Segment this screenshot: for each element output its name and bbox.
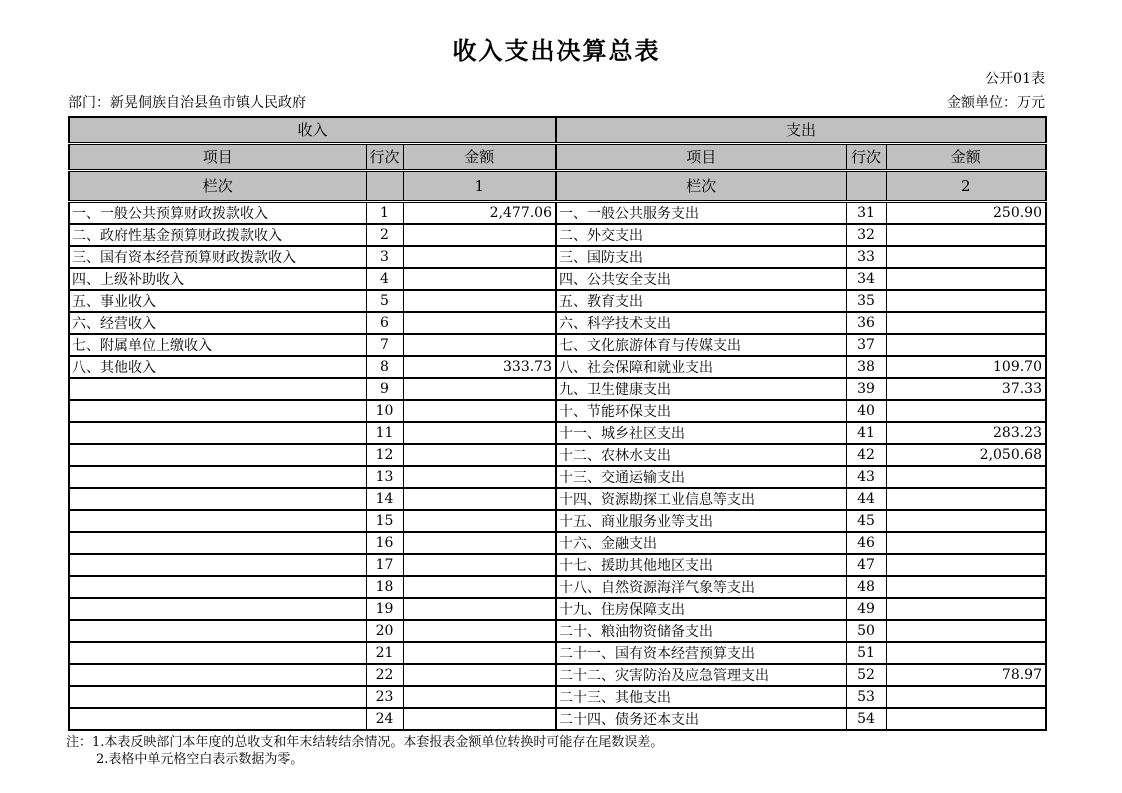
income-item-cell	[69, 400, 366, 422]
expense-item-cell: 三、国防支出	[556, 246, 846, 268]
income-item-cell	[69, 620, 366, 642]
expense-rowno-cell: 52	[846, 664, 886, 686]
expense-rowno-cell: 51	[846, 642, 886, 664]
expense-amount-cell	[886, 400, 1046, 422]
column-index-row	[69, 170, 1046, 201]
expense-item-cell: 十八、自然资源海洋气象等支出	[556, 576, 846, 598]
expense-rowno-cell: 32	[846, 224, 886, 246]
income-amount-cell	[403, 466, 556, 488]
income-rowno-cell: 15	[366, 510, 403, 532]
expense-section-header: 支出	[556, 117, 1046, 143]
expense-item-cell: 二十、粮油物资储备支出	[556, 620, 846, 642]
income-rowno-cell: 22	[366, 664, 403, 686]
table-row	[69, 598, 1046, 620]
income-rowno-cell: 11	[366, 422, 403, 444]
income-amount-cell	[403, 532, 556, 554]
income-amount-cell	[403, 598, 556, 620]
expense-amount-cell	[886, 224, 1046, 246]
department-label: 部门：新晃侗族自治县鱼市镇人民政府	[68, 95, 306, 111]
income-item-cell: 二、政府性基金预算财政拨款收入	[69, 224, 366, 246]
expense-item-cell: 二十四、债务还本支出	[556, 708, 846, 730]
expense-rowno-cell: 45	[846, 510, 886, 532]
expense-rowno-cell: 37	[846, 334, 886, 356]
table-row	[69, 510, 1046, 532]
table-row	[69, 246, 1046, 268]
income-item-cell: 三、国有资本经营预算财政拨款收入	[69, 246, 366, 268]
expense-rowno-cell: 46	[846, 532, 886, 554]
income-item-cell	[69, 488, 366, 510]
note-line-2: 2.表格中单元格空白表示数据为零。	[96, 751, 304, 767]
income-amount-cell: 333.73	[403, 356, 556, 378]
income-amount-cell	[403, 686, 556, 708]
expense-amount-cell	[886, 598, 1046, 620]
expense-rowno-cell: 42	[846, 444, 886, 466]
expense-amount-cell	[886, 686, 1046, 708]
expense-item-cell: 十、节能环保支出	[556, 400, 846, 422]
expense-colindex-label: 栏次	[556, 170, 846, 201]
income-rowno-cell: 21	[366, 642, 403, 664]
meta-row	[68, 93, 1045, 113]
expense-rowno-column-header: 行次	[846, 143, 886, 170]
income-item-cell	[69, 532, 366, 554]
income-rowno-cell: 8	[366, 356, 403, 378]
income-rowno-cell: 20	[366, 620, 403, 642]
income-rowno-cell: 24	[366, 708, 403, 730]
income-item-cell: 六、经营收入	[69, 312, 366, 334]
expense-item-cell: 四、公共安全支出	[556, 268, 846, 290]
expense-rowno-cell: 41	[846, 422, 886, 444]
expense-rowno-cell: 36	[846, 312, 886, 334]
income-rowno-cell: 10	[366, 400, 403, 422]
income-amount-cell	[403, 268, 556, 290]
income-item-cell	[69, 664, 366, 686]
income-item-cell	[69, 642, 366, 664]
expense-rowno-cell: 54	[846, 708, 886, 730]
expense-amount-cell	[886, 620, 1046, 642]
income-amount-cell	[403, 488, 556, 510]
income-rowno-column-header: 行次	[366, 143, 403, 170]
income-amount-cell	[403, 642, 556, 664]
table-code-label: 公开01表	[985, 71, 1045, 87]
expense-item-cell: 六、科学技术支出	[556, 312, 846, 334]
income-amount-cell	[403, 554, 556, 576]
expense-amount-cell	[886, 312, 1046, 334]
income-item-cell	[69, 554, 366, 576]
table-row	[69, 686, 1046, 708]
expense-item-cell: 十六、金融支出	[556, 532, 846, 554]
expense-amount-cell	[886, 708, 1046, 730]
table-row	[69, 466, 1046, 488]
income-item-column-header: 项目	[69, 143, 366, 170]
table-row	[69, 268, 1046, 290]
income-rowno-cell: 17	[366, 554, 403, 576]
expense-rowno-cell: 48	[846, 576, 886, 598]
expense-amount-cell	[886, 532, 1046, 554]
expense-item-cell: 七、文化旅游体育与传媒支出	[556, 334, 846, 356]
income-amount-cell	[403, 400, 556, 422]
income-amount-cell	[403, 312, 556, 334]
income-item-cell	[69, 466, 366, 488]
expense-amount-cell	[886, 576, 1046, 598]
expense-item-cell: 二十一、国有资本经营预算支出	[556, 642, 846, 664]
expense-item-cell: 二十二、灾害防治及应急管理支出	[556, 664, 846, 686]
income-amount-cell	[403, 290, 556, 312]
income-colindex-empty	[366, 170, 403, 201]
expense-item-cell: 十三、交通运输支出	[556, 466, 846, 488]
expense-item-cell: 十五、商业服务业等支出	[556, 510, 846, 532]
table-row	[69, 708, 1046, 730]
income-amount-cell	[403, 334, 556, 356]
table-row	[69, 554, 1046, 576]
income-rowno-cell: 6	[366, 312, 403, 334]
income-rowno-cell: 9	[366, 378, 403, 400]
expense-amount-cell: 78.97	[886, 664, 1046, 686]
income-section-header: 收入	[69, 117, 556, 143]
income-colindex-number: 1	[403, 170, 556, 201]
expense-item-column-header: 项目	[556, 143, 846, 170]
expense-item-cell: 二、外交支出	[556, 224, 846, 246]
income-amount-cell	[403, 378, 556, 400]
table-row	[69, 201, 1046, 224]
expense-item-cell: 十二、农林水支出	[556, 444, 846, 466]
income-colindex-label: 栏次	[69, 170, 366, 201]
table-row	[69, 488, 1046, 510]
expense-colindex-empty	[846, 170, 886, 201]
expense-item-cell: 九、卫生健康支出	[556, 378, 846, 400]
income-amount-cell: 2,477.06	[403, 201, 556, 224]
expense-item-cell: 一、一般公共服务支出	[556, 201, 846, 224]
income-item-cell	[69, 598, 366, 620]
expense-amount-cell: 109.70	[886, 356, 1046, 378]
table-row	[69, 400, 1046, 422]
expense-rowno-cell: 43	[846, 466, 886, 488]
income-rowno-cell: 19	[366, 598, 403, 620]
income-amount-cell	[403, 664, 556, 686]
expense-amount-cell	[886, 334, 1046, 356]
expense-rowno-cell: 31	[846, 201, 886, 224]
expense-item-cell: 十九、住房保障支出	[556, 598, 846, 620]
income-rowno-cell: 12	[366, 444, 403, 466]
income-item-cell	[69, 444, 366, 466]
expense-item-cell: 二十三、其他支出	[556, 686, 846, 708]
expense-amount-cell: 283.23	[886, 422, 1046, 444]
expense-rowno-cell: 47	[846, 554, 886, 576]
expense-rowno-cell: 35	[846, 290, 886, 312]
expense-rowno-cell: 39	[846, 378, 886, 400]
income-rowno-cell: 3	[366, 246, 403, 268]
table-row	[69, 312, 1046, 334]
income-amount-column-header: 金额	[403, 143, 556, 170]
budget-summary-table	[68, 116, 1047, 731]
income-item-cell: 四、上级补助收入	[69, 268, 366, 290]
income-amount-cell	[403, 422, 556, 444]
expense-amount-cell	[886, 290, 1046, 312]
table-row	[69, 642, 1046, 664]
income-rowno-cell: 18	[366, 576, 403, 598]
income-item-cell: 五、事业收入	[69, 290, 366, 312]
income-rowno-cell: 1	[366, 201, 403, 224]
expense-amount-cell: 2,050.68	[886, 444, 1046, 466]
income-rowno-cell: 23	[366, 686, 403, 708]
expense-rowno-cell: 34	[846, 268, 886, 290]
expense-rowno-cell: 44	[846, 488, 886, 510]
income-item-cell: 七、附属单位上缴收入	[69, 334, 366, 356]
column-header-row	[69, 143, 1046, 170]
expense-amount-cell	[886, 246, 1046, 268]
table-row	[69, 378, 1046, 400]
income-item-cell	[69, 510, 366, 532]
table-row	[69, 532, 1046, 554]
expense-rowno-cell: 49	[846, 598, 886, 620]
table-row	[69, 576, 1046, 598]
table-row	[69, 290, 1046, 312]
page-title: 收入支出决算总表	[452, 36, 661, 65]
table-row	[69, 224, 1046, 246]
income-amount-cell	[403, 444, 556, 466]
income-rowno-cell: 7	[366, 334, 403, 356]
table-row	[69, 422, 1046, 444]
expense-amount-column-header: 金额	[886, 143, 1046, 170]
expense-item-cell: 十一、城乡社区支出	[556, 422, 846, 444]
unit-label: 金额单位：万元	[947, 95, 1045, 111]
income-item-cell	[69, 686, 366, 708]
expense-rowno-cell: 40	[846, 400, 886, 422]
income-item-cell: 八、其他收入	[69, 356, 366, 378]
income-item-cell	[69, 708, 366, 730]
table-body	[69, 201, 1046, 730]
expense-amount-cell	[886, 268, 1046, 290]
expense-amount-cell: 37.33	[886, 378, 1046, 400]
income-amount-cell	[403, 246, 556, 268]
income-amount-cell	[403, 708, 556, 730]
income-item-cell	[69, 422, 366, 444]
expense-item-cell: 八、社会保障和就业支出	[556, 356, 846, 378]
expense-item-cell: 十四、资源勘探工业信息等支出	[556, 488, 846, 510]
expense-item-cell: 十七、援助其他地区支出	[556, 554, 846, 576]
table-row	[69, 620, 1046, 642]
expense-rowno-cell: 38	[846, 356, 886, 378]
expense-rowno-cell: 33	[846, 246, 886, 268]
expense-amount-cell	[886, 488, 1046, 510]
income-rowno-cell: 16	[366, 532, 403, 554]
income-amount-cell	[403, 224, 556, 246]
income-rowno-cell: 4	[366, 268, 403, 290]
table-row	[69, 334, 1046, 356]
expense-amount-cell	[886, 466, 1046, 488]
table-row	[69, 356, 1046, 378]
income-amount-cell	[403, 510, 556, 532]
income-amount-cell	[403, 620, 556, 642]
income-rowno-cell: 2	[366, 224, 403, 246]
expense-colindex-number: 2	[886, 170, 1046, 201]
expense-item-cell: 五、教育支出	[556, 290, 846, 312]
section-banner-row	[69, 117, 1046, 143]
income-item-cell	[69, 576, 366, 598]
expense-amount-cell: 250.90	[886, 201, 1046, 224]
table-row	[69, 444, 1046, 466]
expense-amount-cell	[886, 642, 1046, 664]
income-item-cell	[69, 378, 366, 400]
expense-rowno-cell: 50	[846, 620, 886, 642]
expense-amount-cell	[886, 554, 1046, 576]
notes-block	[66, 734, 1045, 768]
expense-amount-cell	[886, 510, 1046, 532]
expense-rowno-cell: 53	[846, 686, 886, 708]
income-rowno-cell: 14	[366, 488, 403, 510]
note-line-1: 注：1.本表反映部门本年度的总收支和年末结转结余情况。本套报表金额单位转换时可能存在尾数误差。	[66, 734, 664, 750]
table-row	[69, 664, 1046, 686]
income-rowno-cell: 5	[366, 290, 403, 312]
income-item-cell: 一、一般公共预算财政拨款收入	[69, 201, 366, 224]
income-amount-cell	[403, 576, 556, 598]
income-rowno-cell: 13	[366, 466, 403, 488]
